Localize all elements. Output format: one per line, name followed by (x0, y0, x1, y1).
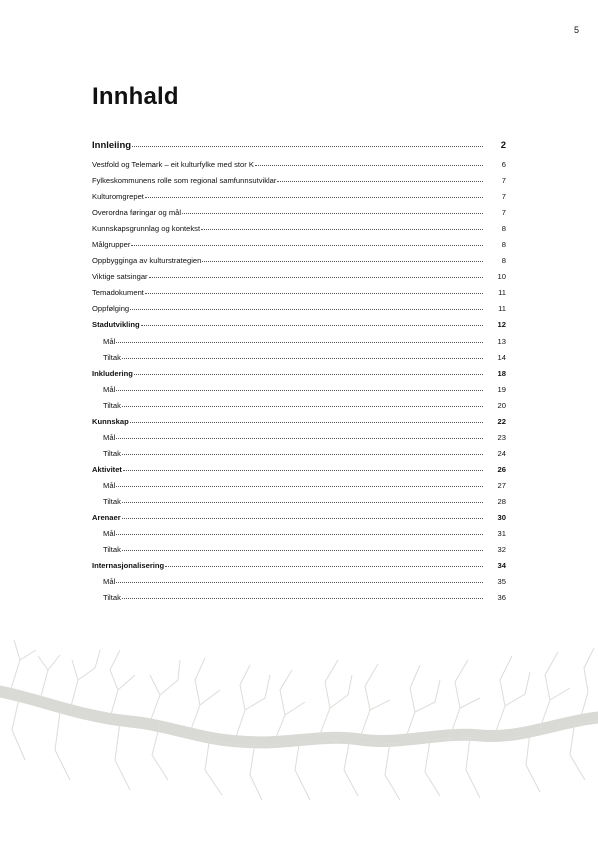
toc-entry[interactable] (92, 288, 506, 304)
toc-entry-label: Tiltak (103, 545, 121, 555)
toc-dot-leader (132, 146, 483, 147)
page-number: 5 (574, 25, 580, 35)
toc-dot-leader (149, 277, 483, 278)
toc-entry[interactable] (92, 304, 506, 320)
toc-entry-label: Mål (103, 480, 116, 490)
toc-dot-leader (145, 197, 483, 198)
toc-dot-leader (202, 261, 483, 262)
toc-dot-leader (116, 390, 483, 391)
toc-entry[interactable] (92, 433, 506, 449)
toc-dot-leader (116, 534, 483, 535)
toc-entry-page: 24 (497, 448, 506, 458)
toc-entry[interactable] (92, 337, 506, 353)
river-network-illustration (0, 620, 598, 820)
toc-entry-label: Mål (103, 577, 116, 587)
toc-entry-page: 7 (501, 208, 506, 218)
toc-entry-page: 11 (498, 288, 506, 298)
toc-entry-page: 27 (497, 480, 506, 490)
toc-entry-label: Temadokument (92, 288, 144, 298)
toc-entry[interactable] (92, 272, 506, 288)
toc-entry-page: 11 (498, 304, 506, 314)
toc-entry[interactable] (92, 545, 506, 561)
toc-entry[interactable] (92, 256, 506, 272)
toc-entry-page: 7 (501, 176, 506, 186)
toc-entry-page: 20 (497, 400, 506, 410)
toc-entry-label: Viktige satsingar (92, 272, 148, 282)
toc-entry[interactable] (92, 192, 506, 208)
toc-entry[interactable] (92, 385, 506, 401)
toc-entry[interactable] (92, 481, 506, 497)
toc-entry-label: Overordna føringar og mål (92, 208, 182, 218)
toc-dot-leader (122, 550, 483, 551)
toc-entry-label: Tiltak (103, 352, 121, 362)
toc-entry-label: Vestfold og Telemark – eit kulturfylke med stor K (92, 160, 254, 169)
toc-dot-leader (122, 518, 483, 519)
toc-dot-leader (141, 325, 483, 326)
toc-entry-label: Mål (103, 529, 116, 539)
toc-entry[interactable] (92, 369, 506, 385)
toc-entry[interactable] (92, 449, 506, 465)
toc-entry-label: Arenaer (92, 513, 121, 523)
page-title: Innhald (92, 83, 179, 110)
toc-dot-leader (134, 374, 483, 375)
toc-entry[interactable] (92, 577, 506, 593)
toc-entry-page: 34 (497, 561, 506, 571)
toc-dot-leader (122, 502, 483, 503)
toc-entry[interactable] (92, 465, 506, 481)
toc-entry-page: 22 (497, 416, 506, 426)
toc-entry[interactable] (92, 497, 506, 513)
toc-entry-label: Målgrupper (92, 240, 131, 250)
toc-entry[interactable] (92, 140, 506, 160)
toc-dot-leader (131, 245, 483, 246)
toc-entry-label: Oppfølging (92, 304, 130, 314)
toc-entry[interactable] (92, 208, 506, 224)
toc-entry[interactable] (92, 593, 506, 609)
toc-entry-label: Kunnskapsgrunnlag og kontekst (92, 224, 201, 234)
toc-entry-page: 8 (501, 240, 506, 250)
toc-entry[interactable] (92, 320, 506, 336)
river-main-stream (0, 690, 598, 747)
toc-entry-label: Mål (103, 336, 116, 346)
toc-entry[interactable] (92, 417, 506, 433)
toc-entry[interactable] (92, 224, 506, 240)
toc-entry[interactable] (92, 529, 506, 545)
toc-entry[interactable] (92, 240, 506, 256)
toc-dot-leader (122, 454, 483, 455)
toc-entry-label: Stadutvikling (92, 320, 140, 330)
toc-dot-leader (130, 422, 483, 423)
toc-entry-page: 35 (497, 577, 506, 587)
toc-entry[interactable] (92, 353, 506, 369)
toc-dot-leader (122, 598, 483, 599)
toc-entry-page: 19 (497, 384, 506, 394)
toc-entry-label: Mål (103, 432, 116, 442)
toc-dot-leader (116, 438, 483, 439)
toc-entry-label: Mål (103, 384, 116, 394)
toc-entry-page: 6 (501, 160, 506, 169)
toc-entry-page: 26 (497, 464, 506, 474)
toc-entry-page: 10 (497, 272, 506, 282)
toc-entry-page: 13 (497, 336, 506, 346)
toc-entry[interactable] (92, 176, 506, 192)
toc-entry-label: Tiltak (103, 448, 121, 458)
toc-dot-leader (122, 406, 483, 407)
toc-entry-page: 36 (497, 593, 506, 603)
toc-entry-label: Aktivitet (92, 464, 122, 474)
toc-entry-label: Innleiing (92, 140, 132, 151)
toc-dot-leader (201, 229, 483, 230)
toc-dot-leader (165, 566, 483, 567)
toc-entry-page: 32 (497, 545, 506, 555)
toc-entry[interactable] (92, 513, 506, 529)
toc-entry-page: 7 (501, 192, 506, 202)
toc-entry-page: 30 (497, 513, 506, 523)
toc-entry-page: 28 (497, 496, 506, 506)
toc-dot-leader (145, 293, 483, 294)
toc-entry-page: 23 (497, 432, 506, 442)
toc-dot-leader (116, 582, 483, 583)
toc-entry-label: Tiltak (103, 496, 121, 506)
toc-entry-page: 8 (501, 224, 506, 234)
toc-entry-label: Inkludering (92, 368, 133, 378)
toc-dot-leader (182, 213, 483, 214)
toc-entry[interactable] (92, 561, 506, 577)
toc-dot-leader (116, 342, 483, 343)
toc-dot-leader (116, 486, 483, 487)
toc-dot-leader (277, 181, 483, 182)
table-of-contents (92, 140, 506, 609)
toc-entry-page: 12 (497, 320, 506, 330)
toc-dot-leader (255, 165, 483, 166)
toc-entry-page: 2 (500, 140, 506, 151)
toc-entry[interactable] (92, 160, 506, 176)
toc-entry-label: Tiltak (103, 593, 121, 603)
toc-entry-label: Internasjonalisering (92, 561, 165, 571)
toc-entry-page: 31 (497, 529, 506, 539)
toc-entry[interactable] (92, 401, 506, 417)
toc-entry-page: 8 (501, 256, 506, 266)
toc-entry-label: Oppbygginga av kulturstrategien (92, 256, 202, 266)
toc-dot-leader (123, 470, 483, 471)
toc-dot-leader (130, 309, 483, 310)
toc-entry-label: Tiltak (103, 400, 121, 410)
toc-dot-leader (122, 358, 483, 359)
toc-entry-page: 18 (497, 368, 506, 378)
toc-entry-label: Fylkeskommunens rolle som regional samfunnsutviklar (92, 176, 277, 186)
toc-entry-label: Kulturomgrepet (92, 192, 144, 202)
toc-entry-page: 14 (497, 352, 506, 362)
toc-entry-label: Kunnskap (92, 416, 129, 426)
